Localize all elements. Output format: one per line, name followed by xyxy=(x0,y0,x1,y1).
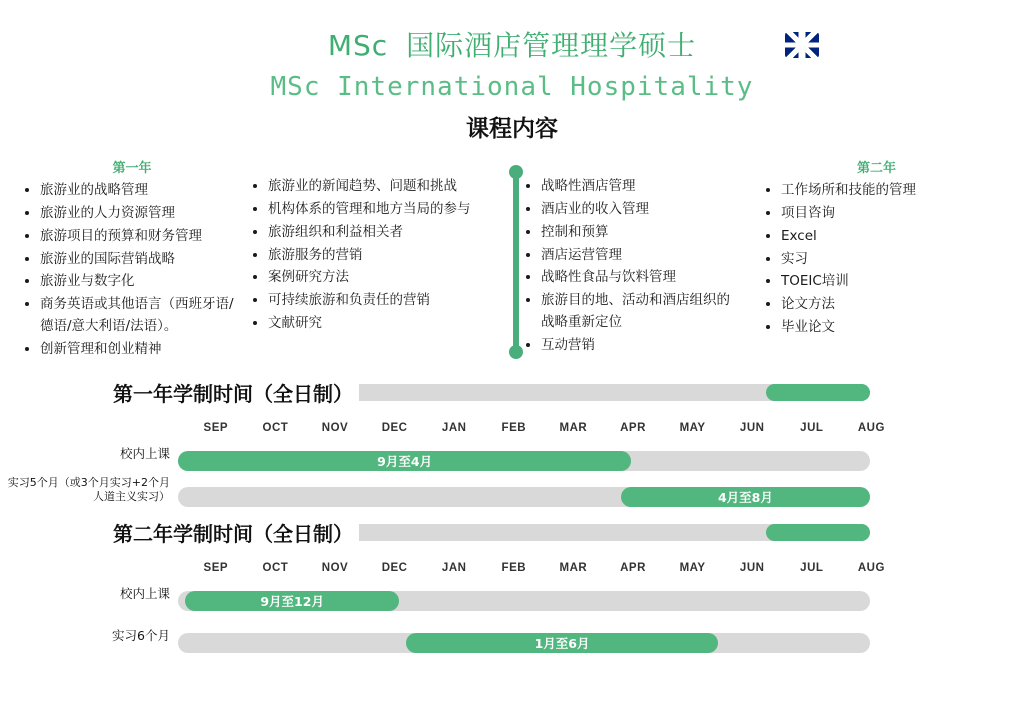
curriculum-list-3 xyxy=(519,176,739,357)
uk-flag-icon xyxy=(785,32,819,58)
list-item: • 文献研究 xyxy=(268,313,489,335)
list-item: • 旅游业的新闻趋势、问题和挑战 xyxy=(268,176,489,198)
title-msc: MSc xyxy=(327,29,389,62)
list-item: • 旅游业的人力资源管理 xyxy=(40,203,246,225)
row-segment: 9月至4月 xyxy=(178,451,631,471)
month-tick-aug: AUG xyxy=(857,561,885,574)
row-segment: 4月至8月 xyxy=(621,487,870,507)
curriculum-column-1 xyxy=(18,157,246,362)
timeline-2-row-2 xyxy=(0,628,960,662)
month-tick-dec: DEC xyxy=(381,421,408,434)
curriculum-list-2 xyxy=(246,176,489,335)
month-tick-may: MAY xyxy=(679,421,706,434)
list-item: • 论文方法 xyxy=(781,294,994,316)
month-tick-dec: DEC xyxy=(381,561,408,574)
timeline-2-row-1 xyxy=(0,586,960,620)
list-item: • 可持续旅游和负责任的营销 xyxy=(268,290,489,312)
row-track xyxy=(178,451,870,471)
curriculum-column-2 xyxy=(246,157,489,362)
list-item: • 旅游服务的营销 xyxy=(268,245,489,267)
timeline-1-header xyxy=(0,380,960,410)
row-track xyxy=(178,591,870,611)
list-item: • 控制和预算 xyxy=(541,222,739,244)
curriculum-column-4 xyxy=(739,157,994,362)
month-tick-mar: MAR xyxy=(559,561,588,574)
row-label: 校内上课 xyxy=(119,585,170,601)
list-item: • 酒店业的收入管理 xyxy=(541,199,739,221)
list-item: • 战略性食品与饮料管理 xyxy=(541,267,739,289)
month-tick-apr: APR xyxy=(620,421,646,434)
timeline-year-1 xyxy=(0,380,1024,534)
month-tick-jan: JAN xyxy=(441,421,467,434)
month-tick-nov: NOV xyxy=(321,421,349,434)
row-segment: 1月至6月 xyxy=(406,633,717,653)
month-tick-oct: OCT xyxy=(262,421,289,434)
timeline-1-headbar-fill xyxy=(766,384,870,401)
curriculum-list-1 xyxy=(18,180,246,361)
page-title xyxy=(0,24,1024,64)
curriculum-section xyxy=(0,157,1024,362)
list-item: • 酒店运营管理 xyxy=(541,245,739,267)
list-item: • 毕业论文 xyxy=(781,317,994,339)
timeline-2-month-axis xyxy=(0,562,960,584)
timeline-2-header xyxy=(0,520,960,550)
month-tick-apr: APR xyxy=(620,561,646,574)
document-header xyxy=(0,0,1024,143)
month-tick-jan: JAN xyxy=(441,561,467,574)
list-item: • TOEIC培训 xyxy=(781,271,994,293)
list-item: • 旅游项目的预算和财务管理 xyxy=(40,226,246,248)
month-tick-may: MAY xyxy=(679,561,706,574)
month-tick-oct: OCT xyxy=(262,561,289,574)
list-item: • 工作场所和技能的管理 xyxy=(781,180,994,202)
month-tick-sep: SEP xyxy=(203,421,229,434)
row-label: 实习6个月 xyxy=(112,627,170,643)
row-track xyxy=(178,487,870,507)
row-label: 校内上课 xyxy=(119,445,170,461)
row-label: 实习5个月（或3个月实习+2个月人道主义实习） xyxy=(7,475,170,503)
month-tick-nov: NOV xyxy=(321,561,349,574)
list-item: • 项目咨询 xyxy=(781,203,994,225)
list-item: • 旅游业的战略管理 xyxy=(40,180,246,202)
timeline-2-title: 第二年学制时间（全日制） xyxy=(113,518,359,547)
timeline-year-2 xyxy=(0,520,1024,662)
timeline-1-title: 第一年学制时间（全日制） xyxy=(113,378,359,407)
year-1-label: 第一年 xyxy=(112,161,152,176)
list-item: • 实习 xyxy=(781,249,994,271)
list-item: • 旅游业与数字化 xyxy=(40,271,246,293)
month-tick-jun: JUN xyxy=(739,421,765,434)
list-item: • 机构体系的管理和地方当局的参与 xyxy=(268,199,489,221)
month-tick-jun: JUN xyxy=(739,561,765,574)
row-track xyxy=(178,633,870,653)
curriculum-list-4 xyxy=(759,180,994,339)
list-item: • 旅游业的国际营销战略 xyxy=(40,249,246,271)
month-tick-sep: SEP xyxy=(203,561,229,574)
month-tick-feb: FEB xyxy=(501,561,527,574)
row-segment: 9月至12月 xyxy=(185,591,400,611)
list-item: • 旅游组织和利益相关者 xyxy=(268,222,489,244)
month-tick-mar: MAR xyxy=(559,421,588,434)
column-divider xyxy=(513,173,519,351)
month-tick-aug: AUG xyxy=(857,421,885,434)
list-item: • 商务英语或其他语言（西班牙语/德语/意大利语/法语）。 xyxy=(40,294,246,338)
month-tick-jul: JUL xyxy=(800,421,824,434)
year-2-label: 第二年 xyxy=(856,161,896,176)
list-item: • 旅游目的地、活动和酒店组织的战略重新定位 xyxy=(541,290,739,334)
list-item: • Excel xyxy=(781,226,994,248)
list-item: • 战略性酒店管理 xyxy=(541,176,739,198)
list-item: • 互动营销 xyxy=(541,335,739,357)
timeline-2-headbar-fill xyxy=(766,524,870,541)
curriculum-column-3 xyxy=(489,157,739,362)
section-title: 课程内容 xyxy=(466,116,558,142)
title-english: MSc International Hospitality xyxy=(270,72,754,102)
month-tick-jul: JUL xyxy=(800,561,824,574)
month-tick-feb: FEB xyxy=(501,421,527,434)
timeline-1-row-1 xyxy=(0,446,960,480)
list-item: • 案例研究方法 xyxy=(268,267,489,289)
title-chinese: 国际酒店管理理学硕士 xyxy=(406,29,697,62)
list-item: • 创新管理和创业精神 xyxy=(40,339,246,361)
timeline-1-month-axis xyxy=(0,422,960,444)
